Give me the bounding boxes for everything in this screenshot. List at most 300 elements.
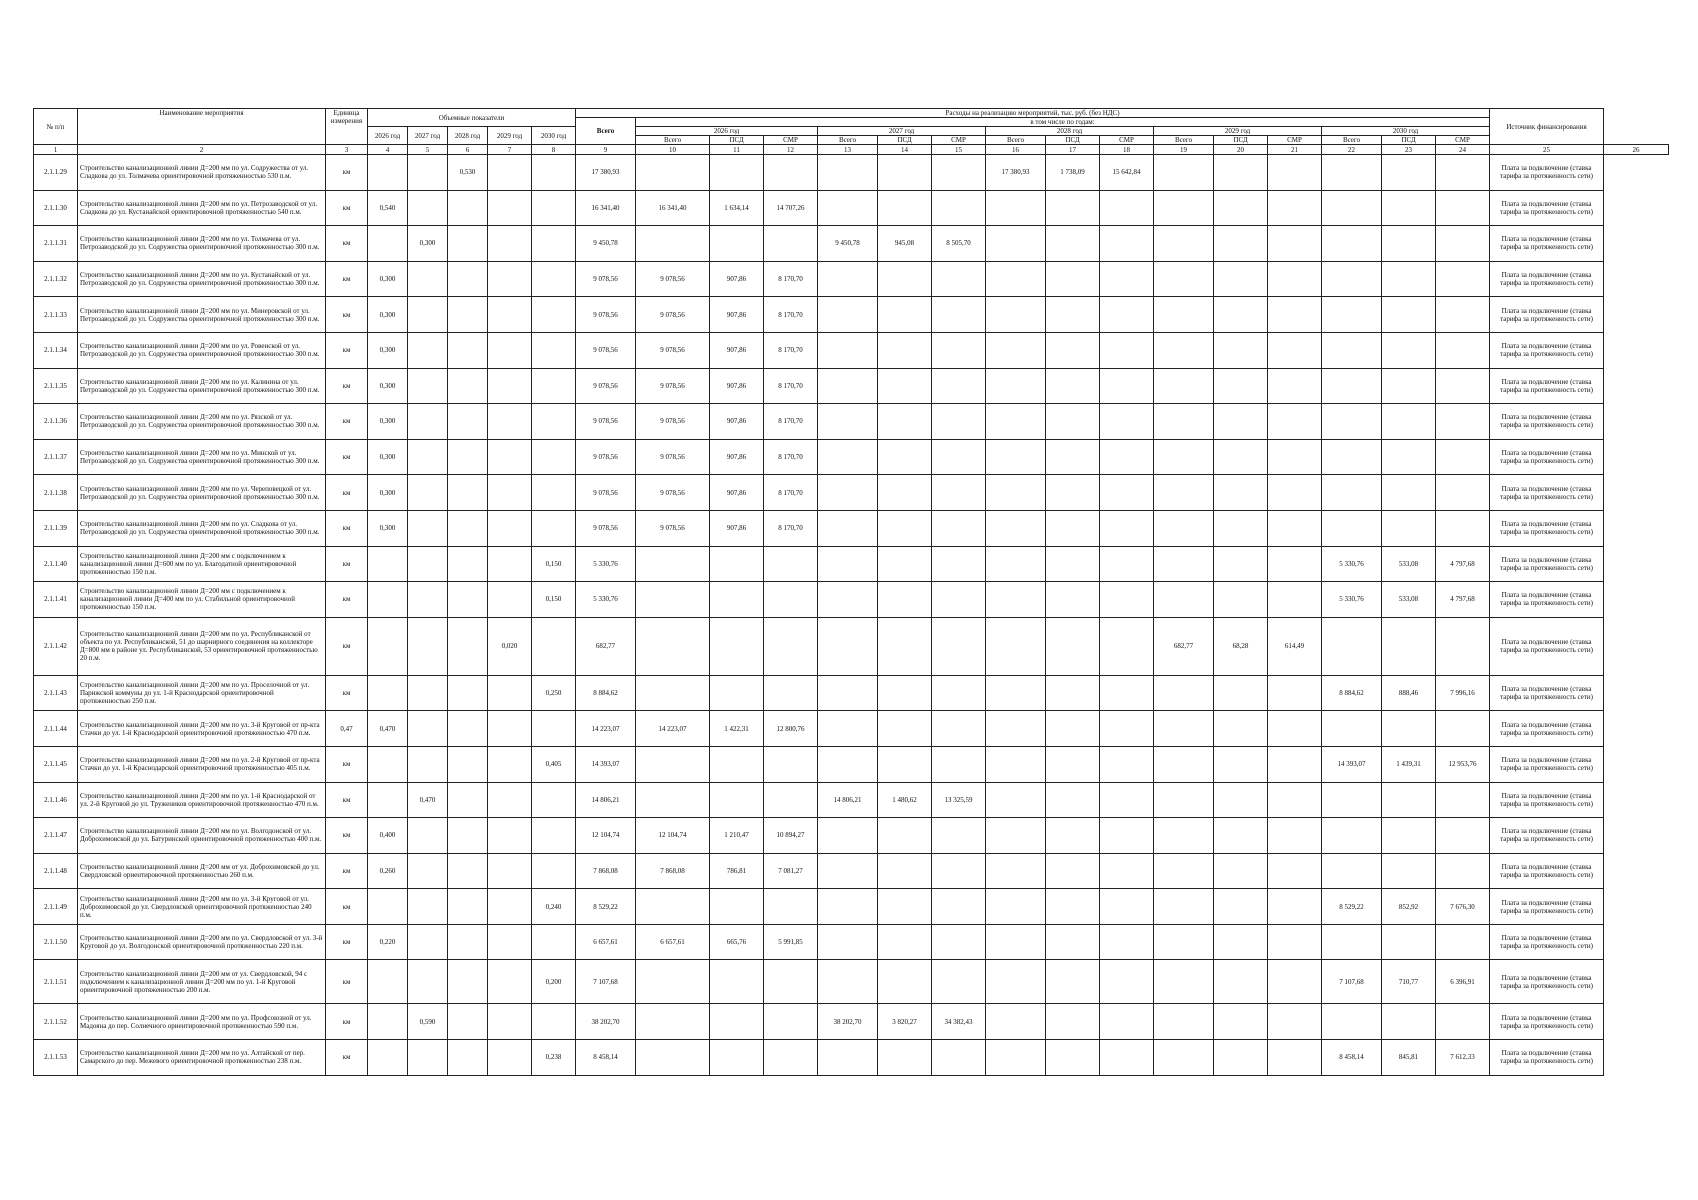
row-year-value — [1382, 475, 1436, 511]
row-name: Строительство канализационной линии Д=200 мм по ул. Сладкова от ул. Петрозаводской до ул. Содружества ориентировочной протяженностью 300 п.м. — [78, 510, 326, 546]
row-number: 2.1.1.41 — [34, 582, 78, 618]
row-year-value — [932, 617, 986, 675]
row-year-value — [986, 924, 1046, 960]
row-year-value: 907,86 — [710, 261, 764, 297]
sub-psd-3: ПСД — [1214, 136, 1268, 145]
row-number: 2.1.1.47 — [34, 818, 78, 854]
row-volume — [368, 1004, 408, 1040]
sub-psd-2: ПСД — [1046, 136, 1100, 145]
row-year-value — [1268, 960, 1322, 1004]
row-volume — [408, 297, 448, 333]
row-year-value — [818, 510, 878, 546]
col-index: 16 — [986, 145, 1046, 155]
row-volume: 0,300 — [368, 510, 408, 546]
row-year-value — [1436, 261, 1490, 297]
row-volume: 0,300 — [368, 475, 408, 511]
row-year-value — [1046, 617, 1100, 675]
row-year-value — [1268, 226, 1322, 262]
row-year-value — [1268, 155, 1322, 191]
row-name: Строительство канализационной линии Д=200 мм по ул. Калинина от ул. Петрозаводской до ул. Содружества ориентировочной протяженностью 300 п.м. — [78, 368, 326, 404]
row-volume — [488, 155, 532, 191]
row-year-value — [1382, 924, 1436, 960]
table-row — [34, 675, 1669, 711]
row-volume — [368, 582, 408, 618]
row-year-value — [986, 297, 1046, 333]
row-volume — [368, 782, 408, 818]
col-index: 23 — [1382, 145, 1436, 155]
row-year-value — [1046, 1040, 1100, 1076]
row-name: Строительство канализационной линии Д=200 мм по ул. Республиканской от объекта по ул. Республиканской, 51 до шарнирного соединения на коллекторе Д=800 мм в районе ул. Республиканской, 53 ориентировочной протяженностью 20 п.м. — [78, 617, 326, 675]
table-row — [34, 439, 1669, 475]
row-year-value: 17 380,93 — [986, 155, 1046, 191]
row-unit: км — [326, 190, 368, 226]
row-year-value — [1214, 261, 1268, 297]
row-year-value — [878, 546, 932, 582]
row-year-value: 852,92 — [1382, 889, 1436, 925]
row-year-value — [710, 1040, 764, 1076]
table-row — [34, 404, 1669, 440]
row-year-value — [1100, 475, 1154, 511]
row-year-value: 16 341,40 — [636, 190, 710, 226]
row-year-value: 888,46 — [1382, 675, 1436, 711]
row-year-value — [1100, 889, 1154, 925]
row-volume — [488, 332, 532, 368]
row-total: 7 868,08 — [576, 853, 636, 889]
row-volume — [368, 1040, 408, 1076]
row-year-value — [932, 1040, 986, 1076]
row-volume — [488, 475, 532, 511]
sub-all-0: Всего — [636, 136, 710, 145]
row-total: 8 458,14 — [576, 1040, 636, 1076]
row-number: 2.1.1.34 — [34, 332, 78, 368]
row-year-value — [1268, 404, 1322, 440]
header-total: Всего — [576, 118, 636, 145]
row-year-value: 8 170,70 — [764, 510, 818, 546]
row-volume — [408, 924, 448, 960]
row-year-value — [636, 1040, 710, 1076]
row-year-value — [1436, 190, 1490, 226]
row-unit: км — [326, 675, 368, 711]
row-year-value — [1154, 510, 1214, 546]
row-unit: км — [326, 332, 368, 368]
row-total: 17 380,93 — [576, 155, 636, 191]
row-year-value: 8 170,70 — [764, 261, 818, 297]
row-year-value — [1100, 617, 1154, 675]
row-year-value — [986, 510, 1046, 546]
header-by-years: в том числе по годам: — [636, 118, 1490, 127]
row-year-value — [818, 960, 878, 1004]
row-year-value — [878, 711, 932, 747]
row-year-value — [1382, 155, 1436, 191]
col-index: 6 — [448, 145, 488, 155]
row-name: Строительство канализационной линии Д=200 мм по ул. Проселочной от ул. Парижской коммуны до ул. 1-й Краснодарской ориентировочной протяженностью 250 п.м. — [78, 675, 326, 711]
row-number: 2.1.1.42 — [34, 617, 78, 675]
row-year-value — [932, 155, 986, 191]
row-source: Плата за подключение (ставка тарифа за протяженность сети) — [1490, 782, 1604, 818]
row-volume — [488, 510, 532, 546]
row-year-value — [1382, 190, 1436, 226]
row-unit: км — [326, 582, 368, 618]
vol-year-2029: 2029 год — [488, 127, 532, 145]
row-year-value — [1268, 475, 1322, 511]
col-index: 9 — [576, 145, 636, 155]
row-year-value — [1214, 818, 1268, 854]
sub-all-3: Всего — [1154, 136, 1214, 145]
col-index: 17 — [1046, 145, 1100, 155]
sub-all-2: Всего — [986, 136, 1046, 145]
row-year-value — [1100, 190, 1154, 226]
row-year-value: 14 707,26 — [764, 190, 818, 226]
row-year-value — [818, 155, 878, 191]
row-year-value — [1154, 924, 1214, 960]
row-year-value — [986, 617, 1046, 675]
row-source: Плата за подключение (ставка тарифа за протяженность сети) — [1490, 853, 1604, 889]
row-number: 2.1.1.38 — [34, 475, 78, 511]
row-number: 2.1.1.51 — [34, 960, 78, 1004]
row-volume: 0,300 — [368, 261, 408, 297]
row-volume — [488, 582, 532, 618]
row-total: 5 330,76 — [576, 582, 636, 618]
row-volume — [368, 226, 408, 262]
row-year-value — [1268, 297, 1322, 333]
row-volume — [368, 155, 408, 191]
row-unit: км — [326, 782, 368, 818]
row-year-value — [1214, 889, 1268, 925]
row-number: 2.1.1.44 — [34, 711, 78, 747]
col-index: 18 — [1100, 145, 1154, 155]
row-number: 2.1.1.32 — [34, 261, 78, 297]
row-source: Плата за подключение (ставка тарифа за протяженность сети) — [1490, 924, 1604, 960]
row-year-value — [818, 546, 878, 582]
row-year-value — [1100, 675, 1154, 711]
row-number: 2.1.1.52 — [34, 1004, 78, 1040]
row-year-value — [878, 475, 932, 511]
row-volume — [532, 332, 576, 368]
row-unit: км — [326, 368, 368, 404]
row-volume — [448, 853, 488, 889]
row-volume — [488, 368, 532, 404]
row-unit: км — [326, 510, 368, 546]
row-year-value — [1154, 190, 1214, 226]
row-year-value — [932, 297, 986, 333]
row-year-value — [878, 1040, 932, 1076]
row-year-value — [636, 546, 710, 582]
row-volume — [408, 746, 448, 782]
col-index: 26 — [1604, 145, 1669, 155]
row-volume — [532, 261, 576, 297]
row-year-value — [986, 475, 1046, 511]
col-index: 5 — [408, 145, 448, 155]
sub-smr-3: СМР — [1268, 136, 1322, 145]
row-year-value — [710, 582, 764, 618]
row-year-value — [1436, 924, 1490, 960]
row-year-value: 786,81 — [710, 853, 764, 889]
row-year-value — [1214, 404, 1268, 440]
row-volume — [448, 675, 488, 711]
row-year-value — [986, 226, 1046, 262]
row-volume — [408, 675, 448, 711]
row-year-value — [1154, 297, 1214, 333]
row-year-value — [1268, 711, 1322, 747]
row-volume — [488, 439, 532, 475]
investment-program-table — [33, 108, 1669, 1076]
row-year-value — [1268, 439, 1322, 475]
row-year-value: 5 991,85 — [764, 924, 818, 960]
row-year-value: 8 529,22 — [1322, 889, 1382, 925]
row-year-value: 34 382,43 — [932, 1004, 986, 1040]
row-year-value — [1382, 510, 1436, 546]
row-year-value — [986, 404, 1046, 440]
table-row — [34, 818, 1669, 854]
row-year-value — [1436, 818, 1490, 854]
row-unit: км — [326, 226, 368, 262]
row-year-value — [1322, 297, 1382, 333]
row-year-value: 533,08 — [1382, 546, 1436, 582]
row-volume — [408, 582, 448, 618]
row-source: Плата за подключение (ставка тарифа за протяженность сети) — [1490, 190, 1604, 226]
row-year-value: 9 078,56 — [636, 368, 710, 404]
row-year-value — [1046, 261, 1100, 297]
col-index: 12 — [764, 145, 818, 155]
row-number: 2.1.1.35 — [34, 368, 78, 404]
row-volume — [368, 546, 408, 582]
row-total: 9 078,56 — [576, 297, 636, 333]
row-volume: 0,400 — [368, 818, 408, 854]
row-year-value — [932, 582, 986, 618]
row-year-value — [1382, 711, 1436, 747]
row-volume: 0,150 — [532, 582, 576, 618]
row-source: Плата за подключение (ставка тарифа за протяженность сети) — [1490, 297, 1604, 333]
row-year-value — [1382, 332, 1436, 368]
row-volume — [408, 155, 448, 191]
row-total: 9 078,56 — [576, 261, 636, 297]
row-year-value — [818, 582, 878, 618]
row-volume — [448, 439, 488, 475]
row-year-value — [986, 782, 1046, 818]
row-year-value: 1 422,31 — [710, 711, 764, 747]
row-total: 8 529,22 — [576, 889, 636, 925]
row-year-value — [878, 439, 932, 475]
row-year-value — [986, 818, 1046, 854]
header-source: Источник финансирования — [1490, 109, 1604, 145]
measures-table — [33, 108, 1669, 1076]
row-volume — [532, 510, 576, 546]
row-year-value: 8 505,70 — [932, 226, 986, 262]
row-year-value — [878, 675, 932, 711]
row-year-value — [986, 889, 1046, 925]
row-year-value — [1436, 439, 1490, 475]
row-volume — [488, 960, 532, 1004]
row-year-value — [1154, 368, 1214, 404]
row-volume — [448, 746, 488, 782]
row-year-value — [818, 1040, 878, 1076]
row-unit: 0,47 — [326, 711, 368, 747]
row-year-value — [1100, 368, 1154, 404]
row-year-value — [818, 617, 878, 675]
row-year-value — [1214, 960, 1268, 1004]
col-index: 25 — [1490, 145, 1604, 155]
row-year-value: 1 480,62 — [878, 782, 932, 818]
row-year-value — [1154, 582, 1214, 618]
row-source: Плата за подключение (ставка тарифа за протяженность сети) — [1490, 675, 1604, 711]
row-year-value — [1154, 439, 1214, 475]
table-row — [34, 190, 1669, 226]
row-year-value — [1214, 1040, 1268, 1076]
table-row — [34, 582, 1669, 618]
row-total: 7 107,68 — [576, 960, 636, 1004]
row-volume — [368, 746, 408, 782]
row-year-value — [636, 582, 710, 618]
row-volume — [408, 368, 448, 404]
row-year-value — [1382, 226, 1436, 262]
row-year-value — [1322, 510, 1382, 546]
row-year-value — [1100, 439, 1154, 475]
row-year-value: 9 078,56 — [636, 404, 710, 440]
row-year-value — [1100, 818, 1154, 854]
row-volume: 0,200 — [532, 960, 576, 1004]
row-volume — [488, 711, 532, 747]
row-year-value — [1436, 1004, 1490, 1040]
row-year-value — [1214, 1004, 1268, 1040]
row-year-value — [764, 617, 818, 675]
row-year-value — [1322, 261, 1382, 297]
row-volume — [368, 960, 408, 1004]
row-year-value — [636, 960, 710, 1004]
row-source: Плата за подключение (ставка тарифа за протяженность сети) — [1490, 818, 1604, 854]
row-volume — [448, 1004, 488, 1040]
row-year-value — [1268, 818, 1322, 854]
col-index: 22 — [1322, 145, 1382, 155]
table-row — [34, 546, 1669, 582]
row-unit: км — [326, 404, 368, 440]
row-year-value — [818, 261, 878, 297]
row-year-value — [1100, 853, 1154, 889]
row-year-value — [1268, 853, 1322, 889]
row-year-value — [1046, 853, 1100, 889]
row-year-value — [932, 746, 986, 782]
row-year-value: 9 078,56 — [636, 475, 710, 511]
row-volume — [532, 475, 576, 511]
row-volume — [488, 818, 532, 854]
row-year-value — [1100, 332, 1154, 368]
row-total: 14 806,21 — [576, 782, 636, 818]
row-year-value — [1154, 746, 1214, 782]
row-source: Плата за подключение (ставка тарифа за протяженность сети) — [1490, 746, 1604, 782]
row-year-value: 8 458,14 — [1322, 1040, 1382, 1076]
table-row — [34, 475, 1669, 511]
row-year-value — [1268, 1040, 1322, 1076]
row-year-value — [818, 853, 878, 889]
row-year-value — [1100, 960, 1154, 1004]
row-year-value — [1100, 746, 1154, 782]
table-row — [34, 782, 1669, 818]
row-year-value: 533,08 — [1382, 582, 1436, 618]
row-volume — [488, 853, 532, 889]
row-year-value — [1436, 510, 1490, 546]
row-total: 38 202,70 — [576, 1004, 636, 1040]
row-year-value — [986, 368, 1046, 404]
row-year-value — [878, 332, 932, 368]
row-number: 2.1.1.53 — [34, 1040, 78, 1076]
row-name: Строительство канализационной линии Д=200 мм по ул. Рязской от ул. Петрозаводской до ул. Содружества ориентировочной протяженностью 300 п.м. — [78, 404, 326, 440]
row-year-value — [1322, 818, 1382, 854]
row-unit: км — [326, 853, 368, 889]
row-source: Плата за подключение (ставка тарифа за протяженность сети) — [1490, 510, 1604, 546]
row-year-value — [1100, 226, 1154, 262]
row-year-value — [1046, 675, 1100, 711]
row-year-value — [818, 190, 878, 226]
row-year-value — [878, 261, 932, 297]
row-unit: км — [326, 617, 368, 675]
col-index: 8 — [532, 145, 576, 155]
row-year-value — [932, 404, 986, 440]
row-volume: 0,590 — [408, 1004, 448, 1040]
row-year-value: 8 170,70 — [764, 475, 818, 511]
exp-year-2028: 2028 год — [986, 127, 1154, 136]
row-year-value — [764, 782, 818, 818]
row-name: Строительство канализационной линии Д=200 мм по ул. Алтайской от пер. Самарского до пер. Межевого ориентировочной протяженностью 238 п.м. — [78, 1040, 326, 1076]
sub-all-1: Всего — [818, 136, 878, 145]
row-volume: 0,260 — [368, 853, 408, 889]
row-year-value: 12 104,74 — [636, 818, 710, 854]
row-year-value — [764, 1040, 818, 1076]
row-year-value: 907,86 — [710, 404, 764, 440]
row-year-value — [1268, 924, 1322, 960]
row-volume — [448, 261, 488, 297]
row-year-value — [1154, 332, 1214, 368]
row-year-value — [1154, 226, 1214, 262]
row-year-value — [1268, 582, 1322, 618]
row-volume — [532, 439, 576, 475]
row-year-value — [1436, 617, 1490, 675]
row-source: Плата за подключение (ставка тарифа за протяженность сети) — [1490, 546, 1604, 582]
row-year-value — [1436, 853, 1490, 889]
row-source: Плата за подключение (ставка тарифа за протяженность сети) — [1490, 332, 1604, 368]
row-year-value: 9 450,78 — [818, 226, 878, 262]
row-volume: 0,300 — [368, 439, 408, 475]
exp-year-2026: 2026 год — [636, 127, 818, 136]
row-volume — [532, 711, 576, 747]
row-year-value — [1382, 782, 1436, 818]
row-year-value — [932, 332, 986, 368]
col-index: 7 — [488, 145, 532, 155]
row-source: Плата за подключение (ставка тарифа за протяженность сети) — [1490, 1040, 1604, 1076]
row-year-value: 1 439,31 — [1382, 746, 1436, 782]
row-volume: 0,530 — [448, 155, 488, 191]
row-volume — [532, 404, 576, 440]
row-year-value — [764, 675, 818, 711]
row-volume: 0,250 — [532, 675, 576, 711]
row-volume: 0,470 — [408, 782, 448, 818]
row-year-value — [878, 368, 932, 404]
row-volume — [408, 960, 448, 1004]
row-name: Строительство канализационной линии Д=200 мм по ул. Толмачева от ул. Петрозаводской до ул. Содружества ориентировочной протяженностью 300 п.м. — [78, 226, 326, 262]
row-year-value — [1154, 960, 1214, 1004]
row-year-value — [710, 617, 764, 675]
row-year-value — [1154, 711, 1214, 747]
row-year-value — [1046, 924, 1100, 960]
row-year-value — [932, 889, 986, 925]
row-year-value — [932, 960, 986, 1004]
row-year-value — [1436, 332, 1490, 368]
row-total: 9 078,56 — [576, 368, 636, 404]
row-year-value — [1154, 889, 1214, 925]
sub-smr-2: СМР — [1100, 136, 1154, 145]
row-year-value: 8 884,62 — [1322, 675, 1382, 711]
row-year-value — [932, 924, 986, 960]
row-year-value — [1268, 546, 1322, 582]
row-volume — [448, 510, 488, 546]
